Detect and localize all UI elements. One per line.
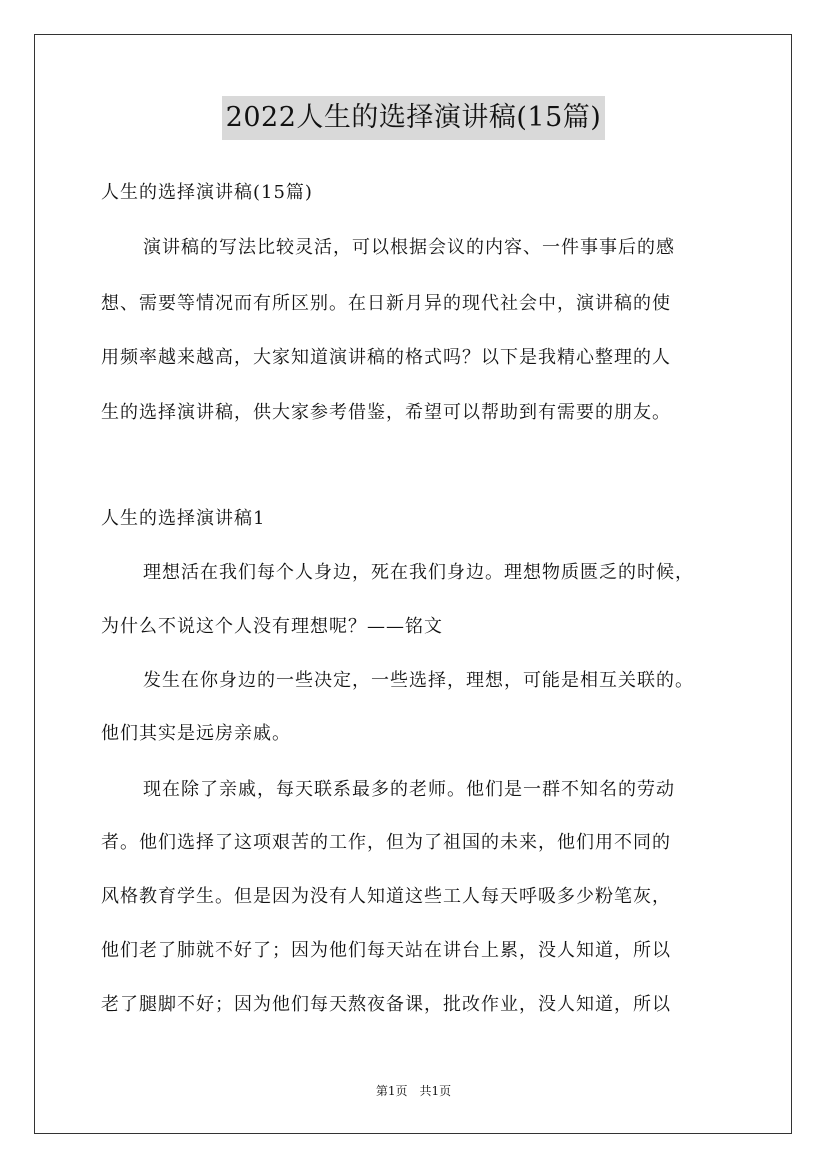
- intro-line: 演讲稿的写法比较灵活，可以根据会议的内容、一件事事后的感: [143, 237, 675, 258]
- document-title-block: [0, 96, 827, 140]
- document-title: 2022人生的选择演讲稿(15篇): [222, 96, 606, 140]
- paragraph-line: 他们其实是远房亲戚。: [101, 723, 291, 744]
- paragraph-line: 现在除了亲戚，每天联系最多的老师。他们是一群不知名的劳动: [143, 779, 675, 800]
- paragraph-line: 理想活在我们每个人身边，死在我们身边。理想物质匮乏的时候，: [143, 562, 694, 583]
- paragraph-line: 者。他们选择了这项艰苦的工作，但为了祖国的未来，他们用不同的: [101, 832, 671, 853]
- paragraph-line: 风格教育学生。但是因为没有人知道这些工人每天呼吸多少粉笔灰，: [101, 886, 671, 907]
- intro-line: 生的选择演讲稿，供大家参考借鉴，希望可以帮助到有需要的朋友。: [101, 402, 671, 423]
- paragraph-line: 为什么不说这个人没有理想呢？——铭文: [101, 616, 443, 637]
- paragraph-line: 发生在你身边的一些决定，一些选择，理想，可能是相互关联的。: [143, 670, 694, 691]
- subtitle: 人生的选择演讲稿(15篇): [101, 182, 313, 203]
- paragraph-line: 他们老了肺就不好了；因为他们每天站在讲台上累，没人知道，所以: [101, 940, 671, 961]
- page-total: 共1页: [419, 1084, 452, 1098]
- page-footer: [0, 1084, 827, 1098]
- intro-line: 想、需要等情况而有所区别。在日新月异的现代社会中，演讲稿的使: [101, 293, 671, 314]
- page-number: 第1页: [375, 1084, 408, 1098]
- paragraph-line: 老了腿脚不好；因为他们每天熬夜备课，批改作业，没人知道，所以: [101, 994, 671, 1015]
- intro-line: 用频率越来越高，大家知道演讲稿的格式吗？以下是我精心整理的人: [101, 347, 671, 368]
- section-heading: 人生的选择演讲稿1: [101, 508, 266, 529]
